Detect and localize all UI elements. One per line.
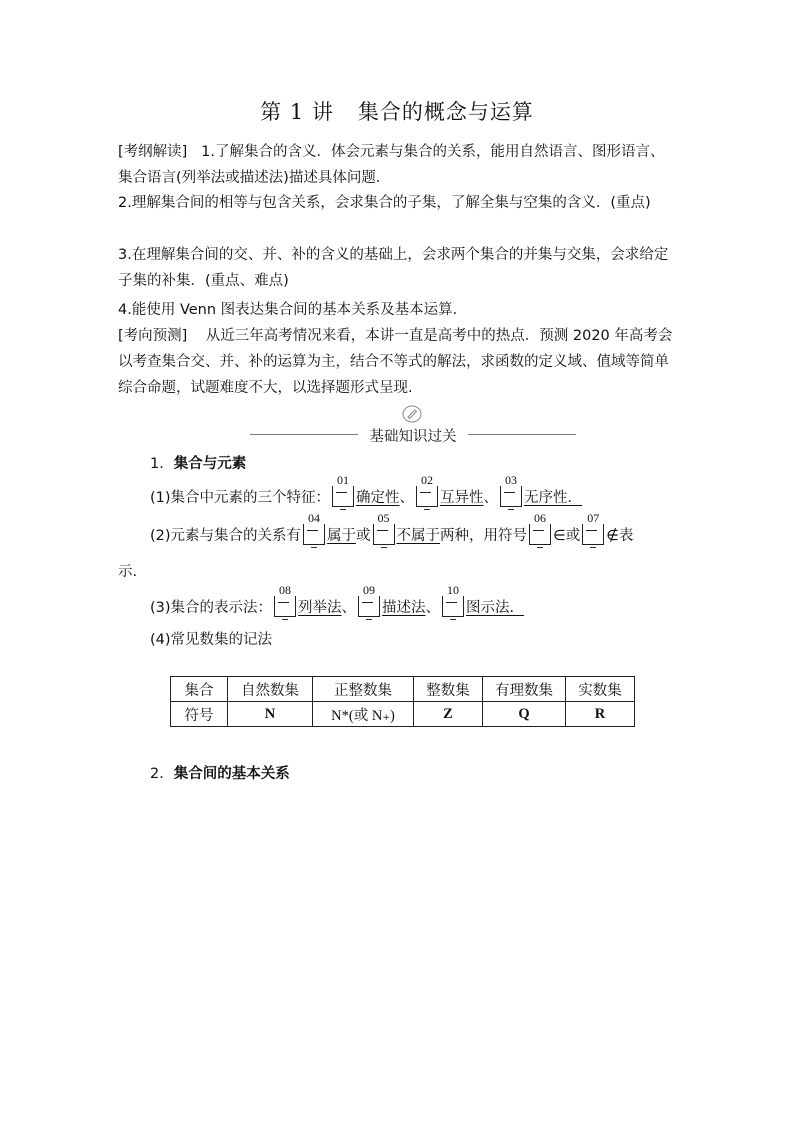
topic-2-title: 集合间的基本关系 <box>173 766 290 782</box>
blank-number: 07 <box>587 511 600 525</box>
blank-mark <box>420 492 431 494</box>
syllabus-item-2: 2.理解集合间的相等与包含关系，会求集合的子集，了解全集与空集的含义．(重点) <box>118 195 651 211</box>
topic-2-number: 2． <box>150 766 174 782</box>
syllabus-tag: [考纲解读] <box>118 144 188 160</box>
separator: 、 <box>341 600 357 616</box>
representation-line <box>150 583 525 617</box>
fill-blank-10[interactable] <box>442 583 464 617</box>
separator: 、 <box>399 490 415 506</box>
separator: 、 <box>425 600 441 616</box>
forecast-paragraph <box>118 323 678 401</box>
topic-1-title: 集合与元素 <box>173 456 247 472</box>
answer-03: 无序性． <box>524 490 583 506</box>
fill-blank-01[interactable] <box>332 473 354 507</box>
table-cell: N <box>228 702 313 727</box>
section-divider <box>250 404 576 444</box>
fill-blank-04[interactable] <box>303 511 325 545</box>
lesson-number: 第 1 讲 <box>260 100 334 124</box>
line-3-prefix: (3)集合的表示法： <box>150 600 273 616</box>
topic-1-number: 1． <box>150 456 174 472</box>
answer-04: 属于 <box>327 528 357 544</box>
blank-mark <box>362 602 373 604</box>
table-cell: 自然数集 <box>228 677 313 702</box>
blank-number: 03 <box>505 473 518 487</box>
number-sets-intro: (4)常见数集的记法 <box>150 632 273 648</box>
table-row <box>171 677 635 702</box>
answer-02: 互异性 <box>440 490 484 506</box>
connector: 两种，用符号 <box>440 528 528 544</box>
membership-line <box>150 511 634 545</box>
blank-dash <box>450 619 456 620</box>
answer-08: 列举法 <box>298 600 342 616</box>
blank-mark <box>504 492 515 494</box>
fill-blank-06[interactable] <box>529 511 551 545</box>
blank-number: 02 <box>421 473 434 487</box>
blank-mark <box>586 530 597 532</box>
separator: 、 <box>483 490 499 506</box>
forecast-text: 从近三年高考情况来看，本讲一直是高考中的热点．预测 2020 年高考会以考查集合交、并、补的运算为主，结合不等式的解法，求函数的定义域、值域等简单综合命题，试题难度不大，以选择题形式呈现. <box>118 328 673 396</box>
blank-mark <box>307 530 318 532</box>
number-sets-table <box>170 676 635 727</box>
blank-dash <box>282 619 288 620</box>
blank-dash <box>590 547 596 548</box>
line-2-suffix: 表 <box>618 528 634 544</box>
line-1-prefix: (1)集合中元素的三个特征： <box>150 490 331 506</box>
fill-blank-03[interactable] <box>500 473 522 507</box>
blank-dash <box>366 619 372 620</box>
fill-blank-07[interactable] <box>582 511 604 545</box>
syllabus-item-4: 4.能使用 Venn 图表达集合间的基本关系及基本运算． <box>118 302 468 318</box>
table-cell: 实数集 <box>566 677 635 702</box>
answer-09: 描述法 <box>382 600 426 616</box>
membership-line-continued: 示. <box>118 564 138 580</box>
blank-dash <box>424 509 430 510</box>
blank-number: 10 <box>447 583 460 597</box>
table-cell: Q <box>483 702 566 727</box>
table-cell: Z <box>414 702 483 727</box>
syllabus-item-1-text: 1.了解集合的含义．体会元素与集合的关系，能用自然语言、图形语言、集合语言(列举法或描述法)描述具体问题． <box>118 144 665 186</box>
answer-10: 图示法． <box>466 600 525 616</box>
answer-07: ∉ <box>606 528 619 544</box>
section-label: 基础知识过关 <box>369 429 457 445</box>
topic-2-heading <box>150 762 290 783</box>
blank-dash <box>537 547 543 548</box>
blank-number: 01 <box>337 473 350 487</box>
table-cell: N*(或 N₊) <box>313 702 414 727</box>
fill-blank-09[interactable] <box>358 583 380 617</box>
table-cell: 集合 <box>171 677 228 702</box>
table-cell: 整数集 <box>414 677 483 702</box>
syllabus-item-3: 3.在理解集合间的交、并、补的含义的基础上，会求两个集合的并集与交集，会求给定子集的补集．(重点、难点) <box>118 247 669 289</box>
topic-1-heading <box>150 452 246 473</box>
connector: 或 <box>356 528 371 544</box>
table-cell: 符号 <box>171 702 228 727</box>
blank-mark <box>533 530 544 532</box>
syllabus-item-1 <box>118 139 678 191</box>
table-row <box>171 702 635 727</box>
blank-number: 05 <box>377 511 390 525</box>
connector: 或 <box>565 528 581 544</box>
blank-number: 06 <box>534 511 547 525</box>
blank-number: 08 <box>279 583 292 597</box>
answer-06: ∈ <box>553 528 566 544</box>
element-features-line <box>150 473 583 507</box>
blank-mark <box>336 492 347 494</box>
fill-blank-02[interactable] <box>416 473 438 507</box>
lesson-name: 集合的概念与运算 <box>357 100 534 124</box>
blank-dash <box>508 509 514 510</box>
fill-blank-08[interactable] <box>274 583 296 617</box>
forecast-tag: [考向预测] <box>118 328 188 344</box>
blank-number: 04 <box>308 511 321 525</box>
line-2-prefix: (2)元素与集合的关系有 <box>150 528 302 544</box>
blank-dash <box>340 509 346 510</box>
blank-number: 09 <box>363 583 376 597</box>
table-cell: 正整数集 <box>313 677 414 702</box>
answer-01: 确定性 <box>356 490 400 506</box>
pencil-badge-icon <box>401 405 423 423</box>
blank-dash <box>381 547 387 548</box>
blank-mark <box>377 530 388 532</box>
fill-blank-05[interactable] <box>373 511 395 545</box>
lesson-title <box>0 96 794 126</box>
blank-mark <box>446 602 457 604</box>
answer-05: 不属于 <box>396 528 441 544</box>
divider-line-right <box>468 434 576 435</box>
blank-mark <box>278 602 289 604</box>
table-cell: 有理数集 <box>483 677 566 702</box>
blank-dash <box>311 547 317 548</box>
table-cell: R <box>566 702 635 727</box>
